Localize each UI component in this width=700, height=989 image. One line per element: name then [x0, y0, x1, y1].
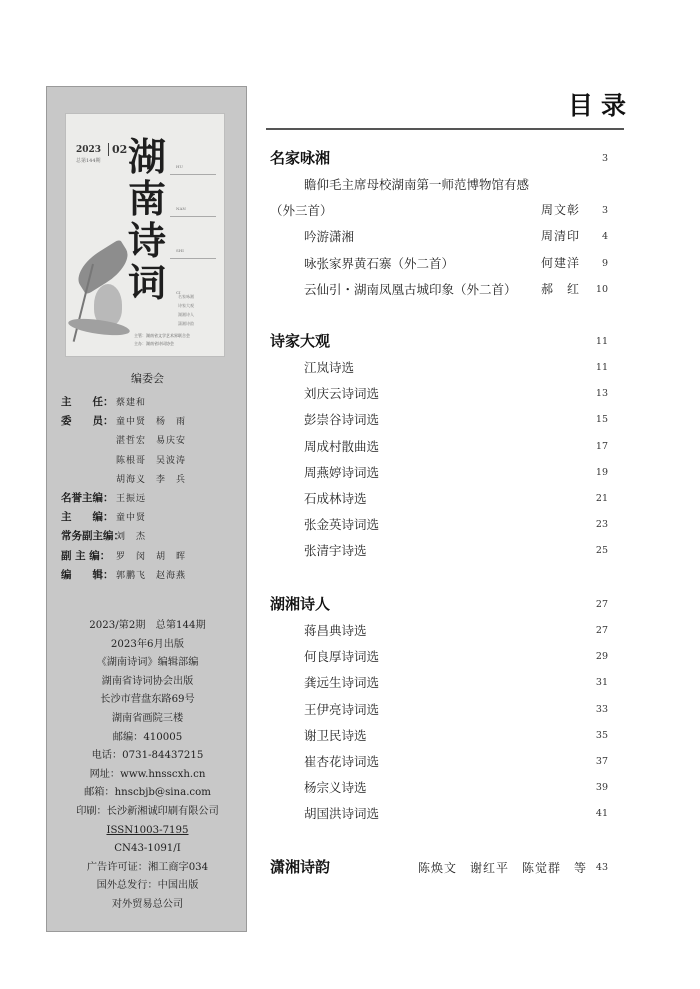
toc-entry[interactable]: [270, 197, 608, 223]
page-number: 19: [595, 466, 608, 478]
entry-title: 吟游潇湘: [304, 229, 355, 245]
cover-pinyin: HU: [176, 164, 183, 169]
toc-entry[interactable]: [270, 774, 608, 800]
toc-entry[interactable]: [270, 250, 608, 276]
cover-year: 2023: [76, 145, 102, 155]
editorial-members: 陈根哥 吴波涛: [116, 455, 187, 466]
cover-rule: [170, 174, 216, 175]
entry-title: 瞻仰毛主席母校湖南第一师范博物馆有感: [304, 177, 530, 192]
entry-title: 谢卫民诗选: [304, 727, 367, 743]
toc-entry[interactable]: [270, 748, 608, 774]
entry-author: 周清印: [540, 229, 580, 244]
publication-info: [47, 617, 248, 915]
editorial-row: [61, 546, 241, 565]
entry-title: 龚远生诗词选: [304, 675, 380, 691]
publication-line: 对外贸易总公司: [111, 898, 184, 910]
toc-entry[interactable]: [270, 433, 608, 459]
editorial-row: [61, 411, 241, 430]
entry-title: 周燕婷诗词选: [304, 464, 380, 480]
toc-entry[interactable]: [270, 276, 608, 302]
editorial-row: [61, 430, 241, 449]
cover-title-char: 诗: [128, 219, 167, 263]
editorial-row: [61, 507, 241, 526]
page-number: 23: [595, 519, 608, 531]
publication-line: 电话：0731-84437215: [91, 750, 204, 762]
cover-sub: 总第144期: [76, 158, 101, 164]
editorial-members: 童中贤: [116, 513, 147, 524]
entry-author: 何建洋: [540, 255, 580, 270]
page-number: 4: [601, 231, 608, 243]
toc-section: [270, 330, 608, 564]
entry-title: 彭崇谷诗词选: [304, 412, 380, 428]
toc-entry[interactable]: [270, 171, 608, 197]
cover-issue: 02: [108, 143, 127, 156]
page-number: 35: [595, 729, 608, 741]
publication-line: 印刷：长沙新湘诚印刷有限公司: [76, 805, 219, 817]
editorial-board-list: [61, 392, 241, 584]
toc-entry[interactable]: [270, 800, 608, 826]
toc-entry[interactable]: [270, 485, 608, 511]
editorial-row: [61, 488, 241, 507]
cover-image: [65, 113, 225, 357]
entry-title: 崔杏花诗词选: [304, 753, 380, 769]
page-number: 27: [595, 625, 608, 636]
page-number: 33: [595, 703, 608, 715]
toc-section-header[interactable]: [270, 593, 608, 617]
editorial-role: 名誉主编：: [61, 492, 114, 505]
toc-entry[interactable]: [270, 354, 608, 380]
toc-section-header[interactable]: [270, 147, 608, 171]
toc-entry[interactable]: [270, 406, 608, 432]
editorial-row: [61, 450, 241, 469]
publication-line: 网址：www.hnsscxh.cn: [89, 768, 206, 780]
editorial-role: 常务副主编：: [61, 530, 124, 543]
page-number: 3: [601, 153, 608, 164]
editorial-members: 童中贤 杨 雨: [116, 417, 187, 428]
publication-line: 湖南省画院三楼: [111, 712, 184, 724]
section-authors: 陈焕文 谢红平 陈觉群 等: [418, 861, 588, 875]
editorial-role: 编 辑：: [61, 568, 114, 581]
page-number: 41: [595, 808, 608, 820]
entry-title: 杨宗义诗选: [304, 780, 367, 796]
page-number: 11: [595, 362, 608, 373]
section-title: 名家咏湘: [270, 149, 331, 167]
editorial-members: 胡海义 李 兵: [116, 474, 187, 485]
divider: [266, 128, 624, 130]
entry-title: 江岚诗选: [304, 360, 355, 375]
entry-title: 石成林诗选: [304, 490, 367, 506]
cover-pinyin: CI: [176, 290, 181, 295]
editorial-members: 湛哲宏 易庆安: [116, 436, 187, 447]
entry-title: 刘庆云诗词选: [304, 386, 380, 402]
publication-line: 邮编：410005: [112, 731, 183, 743]
page-number: 3: [601, 205, 608, 217]
page-number: 37: [595, 755, 608, 767]
editorial-role: 副 主 编：: [61, 549, 111, 562]
editorial-role: 主 任：: [61, 396, 114, 409]
cover-rule: [170, 258, 216, 259]
leaf-illustration: [67, 316, 130, 338]
entry-title: 云仙引・湖南凤凰古城印象（外二首）: [304, 281, 517, 297]
editorial-members: 郭鹏飞 赵海燕: [116, 570, 187, 581]
sidebar: [46, 86, 247, 932]
page-number: 43: [595, 862, 608, 873]
cover-rule: [170, 216, 216, 217]
cover-publisher: 主管：湖南省文学艺术界联合会 主办：湖南省诗词协会: [134, 333, 190, 346]
cover-title-char: 词: [128, 261, 167, 305]
editorial-board-title: 编委会: [131, 372, 164, 385]
toc-entry[interactable]: [270, 459, 608, 485]
editorial-members: 罗 闵 胡 晖: [116, 551, 187, 562]
toc-title: 目录: [568, 91, 635, 120]
publication-line: 广告许可证：湘工商字034: [86, 861, 209, 873]
toc-entry[interactable]: [270, 223, 608, 249]
cover-title-char: 湖: [128, 135, 167, 179]
publication-line: CN43-1091/I: [114, 843, 181, 855]
page-number: 17: [595, 440, 608, 452]
editorial-row: [61, 565, 241, 584]
page-number: 25: [595, 545, 608, 557]
entry-author: 周文彰: [540, 203, 580, 218]
page-number: 39: [595, 782, 608, 794]
entry-title: 张清宇诗选: [304, 543, 367, 559]
toc-section-header[interactable]: [270, 856, 608, 880]
publication-line: 2023/第2期 总第144期: [89, 620, 206, 631]
entry-title: 何良厚诗词选: [304, 649, 380, 665]
publication-line: ISSN1003-7195: [106, 824, 189, 836]
page-number: 21: [595, 492, 608, 504]
page-number: 15: [595, 414, 608, 426]
toc-entry[interactable]: [270, 511, 608, 537]
page-number: 11: [595, 336, 608, 347]
entry-author: 郝 红: [540, 281, 580, 296]
editorial-members: 蔡建和: [116, 398, 147, 409]
toc-entry[interactable]: [270, 537, 608, 563]
publication-line: 国外总发行：中国出版: [96, 880, 199, 892]
page-number: 29: [595, 651, 608, 663]
entry-title: 咏张家界黄石寨（外二首）: [304, 255, 455, 271]
page-number: 27: [595, 599, 608, 610]
entry-title: 蒋昌典诗选: [304, 623, 367, 638]
cover-title: [128, 136, 166, 304]
toc-entry[interactable]: [270, 617, 608, 643]
publication-line: 《湖南诗词》编辑部编: [96, 657, 199, 669]
entry-title: 周成村散曲选: [304, 438, 380, 454]
toc-entry[interactable]: [270, 722, 608, 748]
section-title: 湖湘诗人: [270, 595, 331, 613]
cover-columns: 名家咏湘 诗家大观 湖湘诗人 潇湘诗韵: [178, 294, 194, 326]
toc-entry[interactable]: [270, 669, 608, 695]
editorial-role: 委 员：: [61, 415, 114, 428]
toc-entry[interactable]: [270, 696, 608, 722]
page-number: 10: [595, 283, 608, 295]
cover-title-char: 南: [128, 177, 167, 221]
toc-entry[interactable]: [270, 380, 608, 406]
editorial-members: 王振远: [116, 494, 147, 505]
toc-section: [270, 147, 608, 302]
page-number: 13: [595, 388, 608, 400]
page-number: 31: [595, 677, 608, 689]
entry-title: 张金英诗词选: [304, 517, 380, 533]
publication-line: 2023年6月出版: [110, 638, 185, 650]
publication-line: 长沙市营盘东路69号: [100, 694, 195, 706]
toc-entry[interactable]: [270, 643, 608, 669]
cover-pinyin: NAN: [176, 206, 186, 211]
section-title: 潇湘诗韵: [270, 858, 331, 876]
publication-line: 邮箱：hnscbjb@sina.com: [84, 787, 211, 799]
editorial-row: [61, 392, 241, 411]
entry-title: （外三首）: [270, 203, 333, 219]
editorial-row: [61, 469, 241, 488]
page-number: 9: [601, 257, 608, 269]
publication-line: 湖南省诗词协会出版: [101, 675, 194, 687]
toc-section: [270, 856, 608, 880]
editorial-row: [61, 526, 241, 545]
editorial-members: 刘 杰: [116, 532, 147, 543]
editorial-role: 主 编：: [61, 511, 114, 524]
entry-title: 胡国洪诗词选: [304, 806, 380, 822]
section-title: 诗家大观: [270, 332, 331, 350]
entry-title: 王伊亮诗词选: [304, 701, 380, 717]
cover-pinyin: SHI: [176, 248, 184, 253]
toc-section: [270, 593, 608, 827]
toc-section-header[interactable]: [270, 330, 608, 354]
